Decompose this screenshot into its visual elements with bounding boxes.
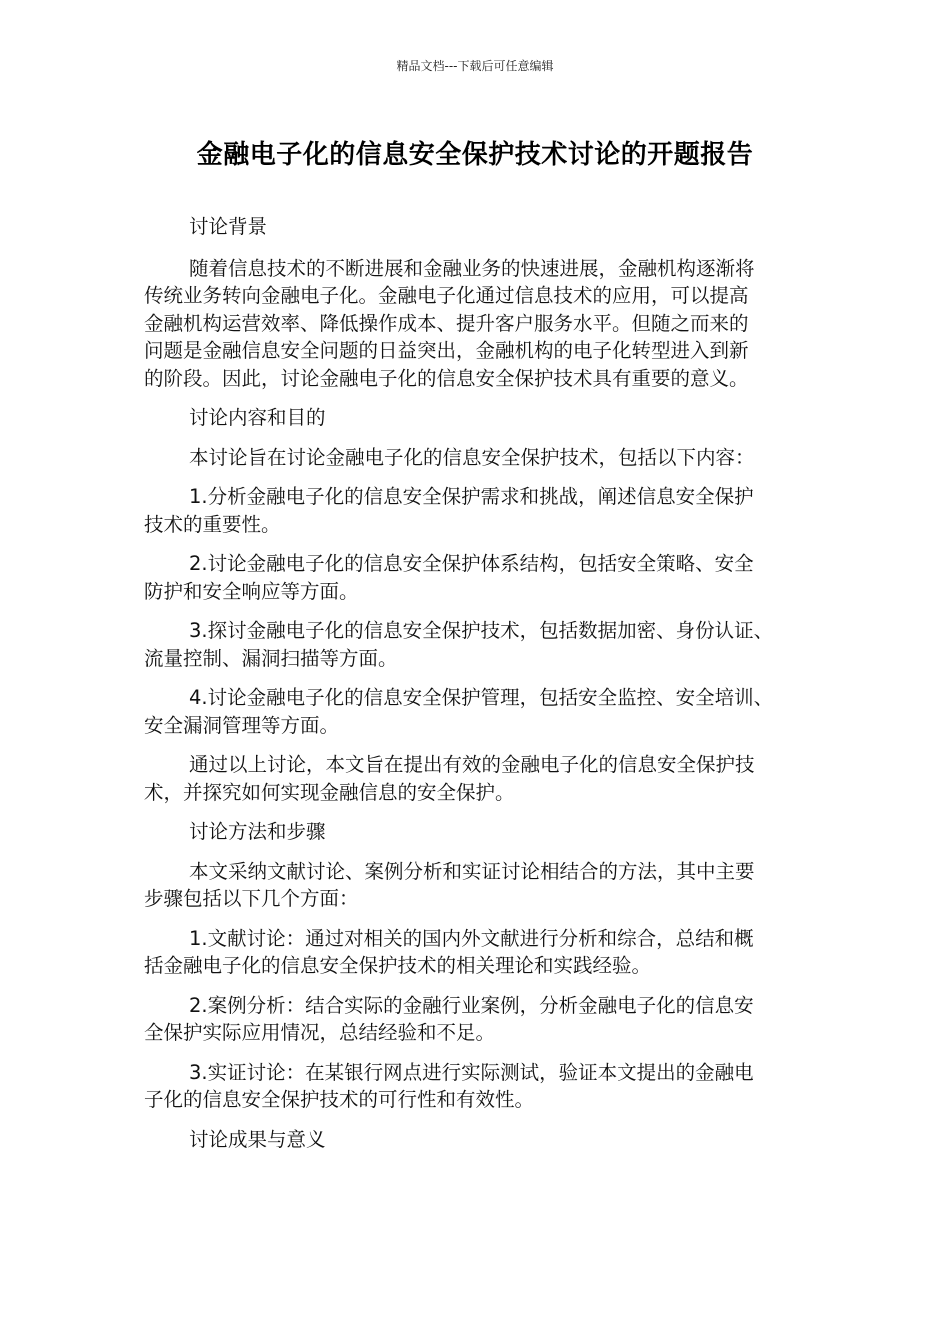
content-intro-paragraph: 本讨论旨在讨论金融电子化的信息安全保护技术，包括以下内容： (189, 445, 755, 469)
paragraph-line: 的阶段。因此，讨论金融电子化的信息安全保护技术具有重要的意义。 (144, 366, 749, 390)
method-list-item (144, 992, 804, 1047)
content-list-item (144, 684, 804, 739)
paragraph-line: 括金融电子化的信息安全保护技术的相关理论和实践经验。 (144, 954, 652, 977)
method-intro-paragraph (144, 858, 804, 913)
paragraph-line: 传统业务转向金融电子化。金融电子化通过信息技术的应用，可以提高 (144, 284, 749, 307)
paragraph-line: 1.分析金融电子化的信息安全保护需求和挑战，阐述信息安全保护 (189, 485, 754, 508)
paragraph-line: 2.讨论金融电子化的信息安全保护体系结构，包括安全策略、安全 (189, 552, 754, 575)
method-list-item (144, 1059, 804, 1114)
paragraph-line: 步骤包括以下几个方面： (144, 887, 359, 910)
paragraph-line: 技术的重要性。 (144, 512, 281, 536)
paragraph-line: 安全漏洞管理等方面。 (144, 713, 340, 737)
paragraph-line: 4.讨论金融电子化的信息安全保护管理，包括安全监控、安全培训、 (189, 686, 774, 709)
content-summary-paragraph (144, 751, 804, 806)
paragraph-line: 防护和安全响应等方面。 (144, 579, 359, 603)
paragraph-line: 本文采纳文献讨论、案例分析和实证讨论相结合的方法，其中主要 (189, 859, 755, 883)
paragraph-line: 2.案例分析：结合实际的金融行业案例，分析金融电子化的信息安 (189, 993, 754, 1017)
document-title: 金融电子化的信息安全保护技术讨论的开题报告 (196, 140, 754, 170)
section-heading-results: 讨论成果与意义 (189, 1127, 326, 1151)
paragraph-line: 术，并探究如何实现金融信息的安全保护。 (144, 780, 515, 804)
section-heading-background: 讨论背景 (189, 215, 268, 238)
paragraph-line: 3.实证讨论：在某银行网点进行实际测试，验证本文提出的金融电 (189, 1060, 754, 1084)
paragraph-line: 随着信息技术的不断进展和金融业务的快速进展，金融机构逐渐将 (189, 256, 755, 280)
content-list-item (144, 617, 804, 672)
background-paragraph (144, 255, 804, 393)
paragraph-line: 问题是金融信息安全问题的日益突出，金融机构的电子化转型进入到新 (144, 339, 749, 362)
document-body (144, 213, 804, 1153)
paragraph-line: 流量控制、漏洞扫描等方面。 (144, 646, 398, 670)
section-heading-content: 讨论内容和目的 (189, 406, 326, 429)
paragraph-line: 通过以上讨论，本文旨在提出有效的金融电子化的信息安全保护技 (189, 753, 755, 776)
content-list-item (144, 550, 804, 605)
paragraph-line: 子化的信息安全保护技术的可行性和有效性。 (144, 1088, 535, 1111)
section-heading-method: 讨论方法和步骤 (189, 820, 326, 843)
paragraph-line: 金融机构运营效率、降低操作成本、提升客户服务水平。但随之而来的 (144, 311, 749, 335)
page-header-note: 精品文档---下载后可任意编辑 (396, 59, 554, 73)
paragraph-line: 全保护实际应用情况，总结经验和不足。 (144, 1021, 496, 1044)
content-list-item (144, 483, 804, 538)
method-list-item (144, 925, 804, 980)
paragraph-line: 1.文献讨论：通过对相关的国内外文献进行分析和综合，总结和概 (189, 926, 754, 950)
paragraph-line: 3.探讨金融电子化的信息安全保护技术，包括数据加密、身份认证、 (189, 619, 774, 642)
